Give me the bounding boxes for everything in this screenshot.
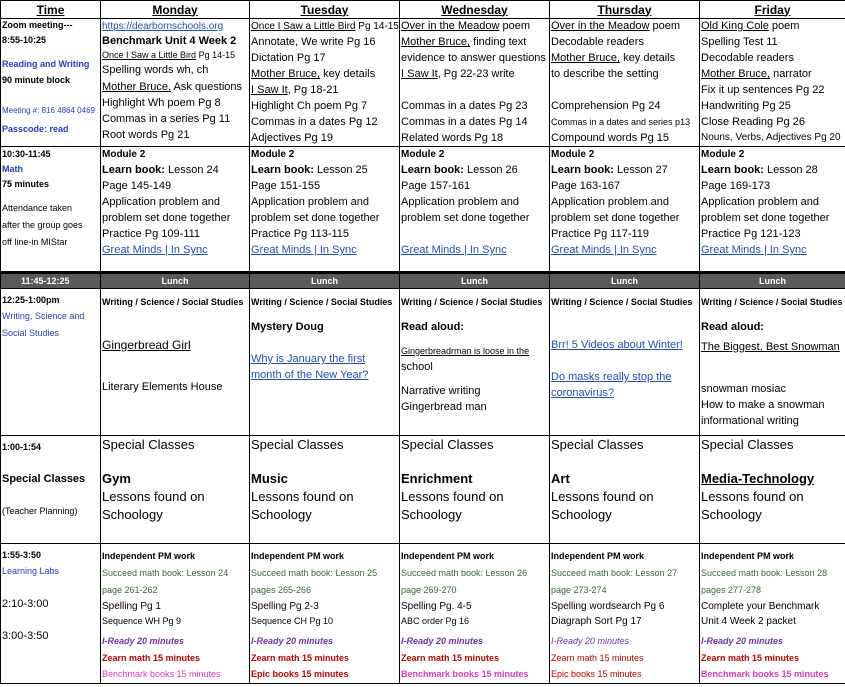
special-title: Special Classes <box>401 437 494 452</box>
learn-label: Learn book: <box>102 164 165 176</box>
reading-books: Benchmark books 15 minutes <box>701 669 829 679</box>
schoology-note: Schoology <box>401 507 462 522</box>
reading-books: Benchmark books 15 minutes <box>401 669 529 679</box>
zearn-time: Zearn math 15 minutes <box>551 653 644 663</box>
video-link[interactable]: Why is January the first <box>251 353 366 365</box>
book-title: I Saw It <box>401 68 438 80</box>
header-wednesday: Wednesday <box>400 1 550 19</box>
task-line: problem set done together <box>251 212 380 224</box>
module-label: Module 2 <box>102 149 146 160</box>
math-subject: Math <box>2 164 23 174</box>
lesson-label: Lesson 26 <box>463 164 518 176</box>
reading-books: Epic books 15 minutes <box>251 669 349 679</box>
writing-time: 12:25-1:00pm <box>2 295 60 305</box>
task-line: problem set done together <box>551 212 680 224</box>
special-subject: Music <box>251 471 288 486</box>
succeed-math: Succeed math book: Lesson 25 <box>251 568 378 578</box>
book-task: key details <box>620 52 676 64</box>
practice-pages: Practice Pg 117-119 <box>551 228 650 240</box>
book-title: Mother Bruce, <box>701 68 771 80</box>
writing-heading: Writing / Science / Social Studies <box>102 297 244 307</box>
task-line: Handwriting Pg 25 <box>701 100 791 112</box>
writing-topic: snowman mosiac <box>701 383 786 395</box>
pm-task: Diagraph Sort Pg 17 <box>551 616 642 627</box>
special-wednesday <box>400 436 550 544</box>
reading-monday <box>101 19 250 147</box>
book-title: Mother Bruce, <box>251 68 321 80</box>
succeed-pages: pages 277-278 <box>701 585 762 595</box>
task-line: Highlight Ch poem Pg 7 <box>251 100 368 112</box>
pm-heading: Independent PM work <box>102 551 196 561</box>
book-task: Ask questions <box>173 81 243 93</box>
reading-time-cell <box>1 19 101 147</box>
task-line: Commas in a series Pg 11 <box>102 113 231 125</box>
iready-time: I-Ready 20 minutes <box>251 636 334 646</box>
special-title: Special Classes <box>701 437 794 452</box>
special-title: Special Classes <box>251 437 344 452</box>
special-time: 1:00-1:54 <box>2 442 42 452</box>
reading-friday <box>700 19 845 147</box>
writing-heading: Writing / Science / Social Studies <box>701 297 843 307</box>
pm-task: Spelling Pg 1 <box>102 601 161 612</box>
succeed-math: Succeed math book: Lesson 28 <box>701 568 828 578</box>
pm-friday <box>700 544 845 684</box>
task-line: Comprehension Pg 24 <box>551 100 661 112</box>
task-line: evidence to answer questions <box>401 52 546 64</box>
lunch-cell: Lunch <box>700 273 845 289</box>
task-line: Fix it up sentences Pg 22 <box>701 84 825 96</box>
pm-heading: Independent PM work <box>251 551 345 561</box>
header-row <box>1 1 845 19</box>
lessons-note: Lessons found on <box>401 489 504 504</box>
practice-pages: Practice Pg 121-123 <box>701 228 801 240</box>
task-line: Commas in a dates Pg 23 <box>401 100 528 112</box>
special-thursday <box>550 436 700 544</box>
book-title: Mother Bruce, <box>102 81 172 93</box>
pm-time-cell <box>1 544 101 684</box>
task-line: Application problem and <box>401 196 520 208</box>
writing-topic: Gingerbreadrman is loose in the <box>401 346 530 356</box>
pm-heading: Independent PM work <box>701 551 795 561</box>
lesson-label: Lesson 28 <box>763 164 818 176</box>
practice-pages: Practice Pg 109-111 <box>102 228 201 240</box>
writing-topic: informational writing <box>701 415 799 427</box>
pm-task: Unit 4 Week 2 packet <box>701 616 796 627</box>
task-line: Annotate, We write Pg 16 <box>251 36 376 48</box>
attendance-note: Attendance taken <box>2 203 73 213</box>
lunch-row <box>1 273 845 289</box>
header-thursday: Thursday <box>550 1 700 19</box>
writing-thursday <box>550 289 700 436</box>
succeed-pages: page 261-262 <box>102 585 158 595</box>
special-tuesday <box>250 436 400 544</box>
book-task: finding text <box>470 36 527 48</box>
succeed-math: Succeed math book: Lesson 27 <box>551 568 678 578</box>
special-title: Special Classes <box>102 437 195 452</box>
writing-tuesday <box>250 289 400 436</box>
read-aloud-label: Read aloud: <box>701 321 764 333</box>
reading-time: 8:55-10:25 <box>2 35 47 45</box>
reading-row <box>1 19 845 147</box>
lunch-cell: Lunch <box>250 273 400 289</box>
iready-time: I-Ready 20 minutes <box>401 636 484 646</box>
page-range: Page 157-161 <box>401 180 471 192</box>
reading-thursday <box>550 19 700 147</box>
pm-wednesday <box>400 544 550 684</box>
pm-heading: Independent PM work <box>551 551 645 561</box>
succeed-pages: pages 265-266 <box>251 585 312 595</box>
iready-time: I-Ready 20 minutes <box>701 636 784 646</box>
book-task: key details <box>323 68 376 80</box>
poem-label: poem <box>768 20 800 32</box>
writing-heading: Writing / Science / Social Studies <box>401 297 543 307</box>
writing-wednesday <box>400 289 550 436</box>
poem-pages: Pg 14-15 <box>358 21 399 32</box>
writing-topic: Mystery Doug <box>251 321 324 333</box>
video-link[interactable]: coronavirus? <box>551 387 614 399</box>
task-line: Related words Pg 18 <box>401 132 504 144</box>
poem-title: Once I Saw a Little Bird <box>251 21 356 32</box>
learn-label: Learn book: <box>701 164 764 176</box>
writing-subject: Social Studies <box>2 328 60 338</box>
task-line: Decodable readers <box>551 36 644 48</box>
zearn-time: Zearn math 15 minutes <box>102 653 201 663</box>
book-title: I Saw It <box>251 84 288 96</box>
special-row <box>1 436 845 544</box>
math-tuesday <box>250 147 400 273</box>
practice-pages: Practice Pg 113-115 <box>251 228 350 240</box>
pm-task: Spelling Pg. 4-5 <box>401 601 472 612</box>
poem-label: poem <box>499 20 531 32</box>
special-subject: Enrichment <box>401 471 473 486</box>
lesson-label: Lesson 27 <box>613 164 668 176</box>
task-line: problem set done together <box>701 212 830 224</box>
special-title: Special Classes <box>551 437 644 452</box>
writing-friday <box>700 289 845 436</box>
reading-tuesday <box>250 19 400 147</box>
task-line: Compound words Pg 15 <box>551 132 670 144</box>
reading-books: Epic books 15 minutes <box>551 669 642 679</box>
lunch-cell: Lunch <box>400 273 550 289</box>
writing-time-cell <box>1 289 101 436</box>
task-line: Close Reading Pg 26 <box>701 116 805 128</box>
task-line: Root words Pg 21 <box>102 129 190 141</box>
pm-time: 1:55-3:50 <box>2 550 42 560</box>
passcode: Passcode: read <box>2 124 69 134</box>
writing-row <box>1 289 845 436</box>
lessons-note: Lessons found on <box>251 489 354 504</box>
zearn-time: Zearn math 15 minutes <box>251 653 350 663</box>
poem-label: poem <box>649 20 681 32</box>
great-minds-link[interactable]: Great Minds | In Sync <box>701 244 807 256</box>
math-thursday <box>550 147 700 273</box>
pm-task: Sequence CH Pg 10 <box>251 616 334 626</box>
succeed-math: Succeed math book: Lesson 26 <box>401 568 528 578</box>
zearn-time: Zearn math 15 minutes <box>701 653 800 663</box>
special-time-cell <box>1 436 101 544</box>
task-line: Decodable readers <box>701 52 794 64</box>
special-subject: Media-Technology <box>701 471 815 486</box>
writing-topic: Literary Elements House <box>102 381 223 393</box>
pm-time: 3:00-3:50 <box>2 630 49 642</box>
book-pages: , Pg 18-21 <box>287 84 339 96</box>
practice-pages <box>401 226 549 242</box>
writing-heading: Writing / Science / Social Studies <box>551 297 693 307</box>
header-monday: Monday <box>101 1 250 19</box>
writing-heading: Writing / Science / Social Studies <box>251 297 393 307</box>
task-line: to describe the setting <box>551 68 659 80</box>
pm-task: Spelling wordsearch Pg 6 <box>551 601 665 612</box>
math-duration: 75 minutes <box>2 179 50 189</box>
iready-time: I-Ready 20 minutes <box>551 636 630 646</box>
book-pages: , Pg 22-23 write <box>437 68 515 80</box>
reading-books: Benchmark books 15 minutes <box>102 669 221 679</box>
poem-pages: Pg 14-15 <box>198 50 236 60</box>
teacher-planning: (Teacher Planning) <box>2 506 78 516</box>
writing-topic: How to make a snowman <box>701 399 825 411</box>
task-line: problem set done together <box>102 212 231 224</box>
math-time: 10:30-11:45 <box>2 149 51 159</box>
lunch-time: 11:45-12:25 <box>1 273 101 289</box>
lessons-note: Lessons found on <box>701 489 804 504</box>
page-range: Page 169-173 <box>701 180 771 192</box>
task-line: Highlight Wh poem Pg 8 <box>102 97 221 109</box>
task-line: Application problem and <box>251 196 370 208</box>
header-friday: Friday <box>700 1 845 19</box>
writing-subject: Writing, Science and <box>2 311 85 321</box>
special-monday <box>101 436 250 544</box>
module-label: Module 2 <box>401 149 445 160</box>
book-title: Mother Bruce, <box>401 36 471 48</box>
great-minds-link[interactable]: Great Minds | In Sync <box>401 244 507 256</box>
task-line: Commas in a dates Pg 12 <box>251 116 378 128</box>
pm-task: ABC order Pg 16 <box>401 616 470 626</box>
learn-label: Learn book: <box>551 164 614 176</box>
school-link[interactable]: https://dearbornschools.org <box>102 21 224 32</box>
math-wednesday <box>400 147 550 273</box>
writing-topic: Gingerbread man <box>401 401 487 413</box>
succeed-pages: page 269-270 <box>401 585 457 595</box>
schoology-note: Schoology <box>701 507 762 522</box>
poem-title: Over in the Meadow <box>551 20 650 32</box>
iready-time: I-Ready 20 minutes <box>102 636 185 646</box>
special-subject: Special Classes <box>2 473 86 485</box>
video-link[interactable]: month of the New Year? <box>251 369 369 381</box>
schoology-note: Schoology <box>551 507 612 522</box>
lesson-label: Lesson 25 <box>313 164 368 176</box>
task-line: Dictation Pg 17 <box>251 52 326 64</box>
succeed-math: Succeed math book: Lesson 24 <box>102 568 229 578</box>
task-line: Application problem and <box>102 196 221 208</box>
page-range: Page 145-149 <box>102 180 172 192</box>
task-line: Commas in a dates and series p13 <box>551 117 691 127</box>
math-friday <box>700 147 845 273</box>
lessons-note: Lessons found on <box>102 489 205 504</box>
task-line: Adjectives Pg 19 <box>251 132 333 144</box>
reading-wednesday <box>400 19 550 147</box>
header-time: Time <box>1 1 101 19</box>
pm-tuesday <box>250 544 400 684</box>
pm-time: 2:10-3:00 <box>2 598 49 610</box>
task-line: Commas in a dates Pg 14 <box>401 116 528 128</box>
task-line: Application problem and <box>701 196 820 208</box>
header-tuesday: Tuesday <box>250 1 400 19</box>
book-task: narrator <box>770 68 812 80</box>
attendance-note: after the group goes <box>2 220 83 230</box>
pm-heading: Independent PM work <box>401 551 495 561</box>
math-row <box>1 147 845 273</box>
pm-task: Sequence WH Pg 9 <box>102 616 182 626</box>
book-title: Mother Bruce, <box>551 52 621 64</box>
special-friday <box>700 436 845 544</box>
page-range: Page 151-155 <box>251 180 321 192</box>
module-label: Module 2 <box>701 149 745 160</box>
zoom-label: Zoom meeting--- <box>2 20 73 30</box>
attendance-note: off line-in MIStar <box>2 237 68 247</box>
task-line: problem set done together <box>401 212 530 224</box>
math-time-cell <box>1 147 101 273</box>
math-monday <box>101 147 250 273</box>
task-line: Spelling Test 11 <box>701 36 778 48</box>
writing-topic: Narrative writing <box>401 385 481 397</box>
pm-monday <box>101 544 250 684</box>
learn-label: Learn book: <box>401 164 464 176</box>
poem-title: Old King Cole <box>701 20 769 32</box>
pm-thursday <box>550 544 700 684</box>
pm-task: Complete your Benchmark <box>701 601 820 612</box>
video-link[interactable]: Brr! 5 Videos about Winter! <box>551 339 683 351</box>
poem-title: Over in the Meadow <box>401 20 500 32</box>
task-line: Nouns, Verbs, Adjectives Pg 20 <box>701 132 841 143</box>
great-minds-link[interactable]: Great Minds | In Sync <box>551 244 657 256</box>
schoology-note: Schoology <box>251 507 312 522</box>
learn-label: Learn book: <box>251 164 314 176</box>
page-range: Page 163-167 <box>551 180 621 192</box>
schoology-note: Schoology <box>102 507 163 522</box>
writing-topic: The Biggest, Best Snowman <box>701 341 840 353</box>
great-minds-link[interactable]: Great Minds | In Sync <box>251 244 357 256</box>
read-aloud-label: Read aloud: <box>401 321 464 333</box>
special-subject: Gym <box>102 471 131 486</box>
writing-monday <box>101 289 250 436</box>
module-label: Module 2 <box>551 149 595 160</box>
lunch-cell: Lunch <box>101 273 250 289</box>
succeed-pages: page 273-274 <box>551 585 607 595</box>
writing-topic: Gingerbread Girl <box>102 338 191 352</box>
task-line: Application problem and <box>551 196 670 208</box>
poem-title: Once I Saw a Little Bird <box>102 50 197 60</box>
lunch-cell: Lunch <box>550 273 700 289</box>
zearn-time: Zearn math 15 minutes <box>401 653 500 663</box>
reading-block: 90 minute block <box>2 75 71 85</box>
great-minds-link[interactable]: Great Minds | In Sync <box>102 244 208 256</box>
video-link[interactable]: Do masks really stop the <box>551 371 672 383</box>
module-label: Module 2 <box>251 149 295 160</box>
pm-row <box>1 544 845 684</box>
benchmark-unit: Benchmark Unit 4 Week 2 <box>102 35 237 47</box>
special-subject: Art <box>551 471 570 486</box>
lesson-label: Lesson 24 <box>164 164 219 176</box>
learning-labs: Learning Labs <box>2 566 60 576</box>
pm-task: Spelling Pg 2-3 <box>251 601 319 612</box>
meeting-number: Meeting #: 816 4864 0469 <box>2 106 95 115</box>
lessons-note: Lessons found on <box>551 489 654 504</box>
spelling-words: Spelling words wh, ch <box>102 64 209 76</box>
reading-subject: Reading and Writing <box>2 59 90 69</box>
writing-topic: school <box>401 361 433 373</box>
